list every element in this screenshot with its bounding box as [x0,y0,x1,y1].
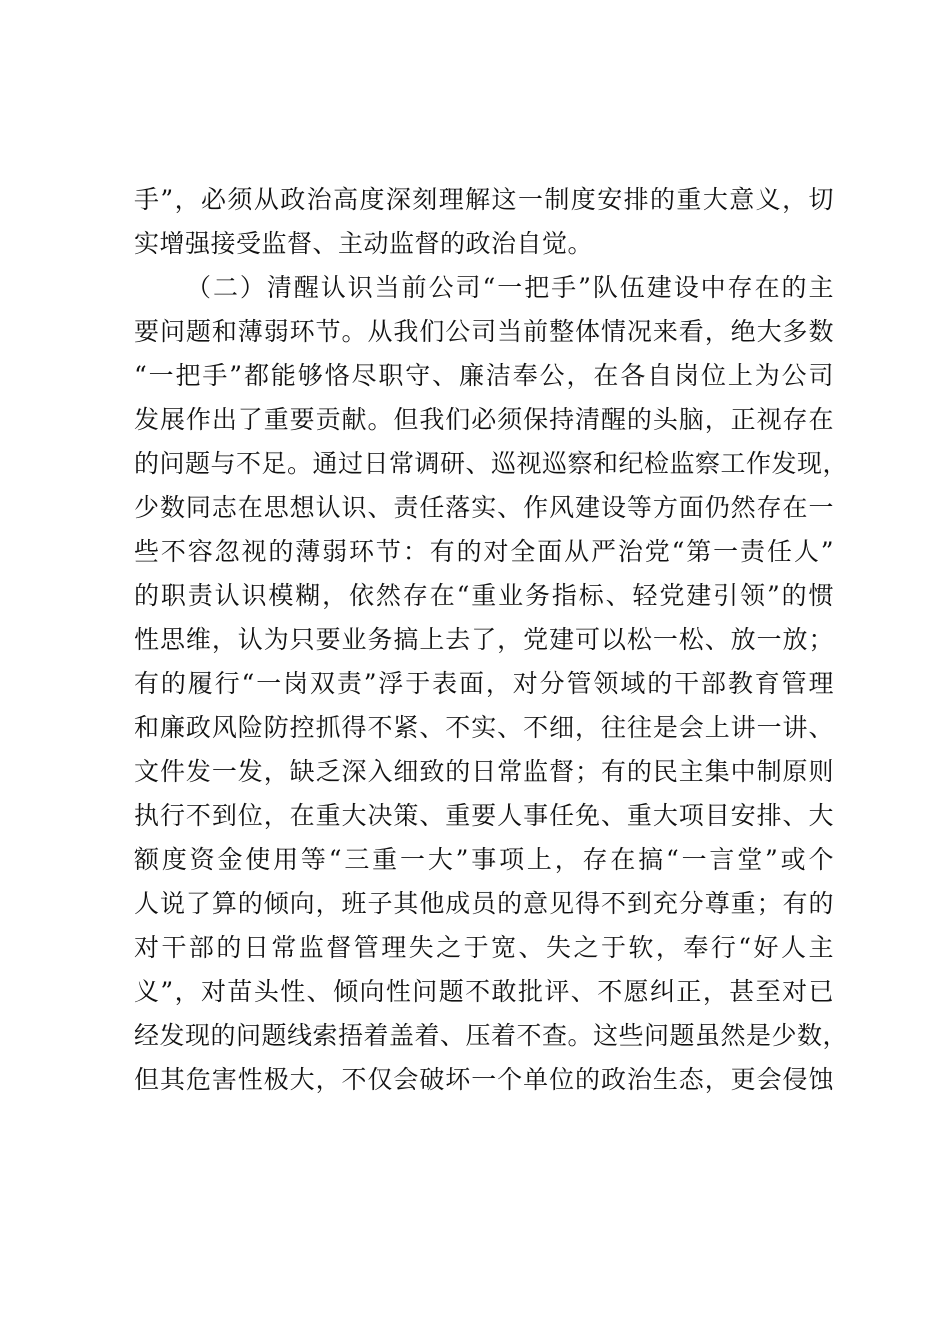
text-line: 和廉政风险防控抓得不紧、不实、不细，往往是会上讲一讲、 [134,713,834,742]
text-line: 发展作出了重要贡献。但我们必须保持清醒的头脑，正视存在 [134,405,834,434]
text-line: 性思维，认为只要业务搞上去了，党建可以松一松、放一放； [134,625,834,654]
text-line: 但其危害性极大，不仅会破坏一个单位的政治生态，更会侵蚀 [134,1065,834,1094]
text-line: 额度资金使用等“三重一大”事项上，存在搞“一言堂”或个 [134,845,834,874]
text-line: 执行不到位，在重大决策、重要人事任免、重大项目安排、大 [134,801,834,830]
text-line: 些不容忽视的薄弱环节：有的对全面从严治党“第一责任人” [134,537,834,566]
heading-line: （二）清醒认识当前公司“一把手”队伍建设中存在的主 [186,273,834,302]
text-line: 要问题和薄弱环节。从我们公司当前整体情况来看，绝大多数 [134,317,834,346]
text-line: 实增强接受监督、主动监督的政治自觉。 [134,229,594,258]
text-line: 经发现的问题线索捂着盖着、压着不查。这些问题虽然是少数， [134,1021,849,1050]
text-line: 文件发一发，缺乏深入细致的日常监督；有的民主集中制原则 [134,757,834,786]
text-line: 手”，必须从政治高度深刻理解这一制度安排的重大意义，切 [134,185,834,214]
text-line: “一把手”都能够恪尽职守、廉洁奉公，在各自岗位上为公司 [134,361,834,390]
text-line: 人说了算的倾向，班子其他成员的意见得不到充分尊重；有的 [134,889,834,918]
text-line: 义”，对苗头性、倾向性问题不敢批评、不愿纠正，甚至对已 [134,977,834,1006]
text-line: 对干部的日常监督管理失之于宽、失之于软，奉行“好人主 [134,933,834,962]
text-line: 有的履行“一岗双责”浮于表面，对分管领域的干部教育管理 [134,669,834,698]
text-line: 少数同志在思想认识、责任落实、作风建设等方面仍然存在一 [134,493,834,522]
text-line: 的职责认识模糊，依然存在“重业务指标、轻党建引领”的惯 [134,581,834,610]
text-line: 的问题与不足。通过日常调研、巡视巡察和纪检监察工作发现， [134,449,849,478]
